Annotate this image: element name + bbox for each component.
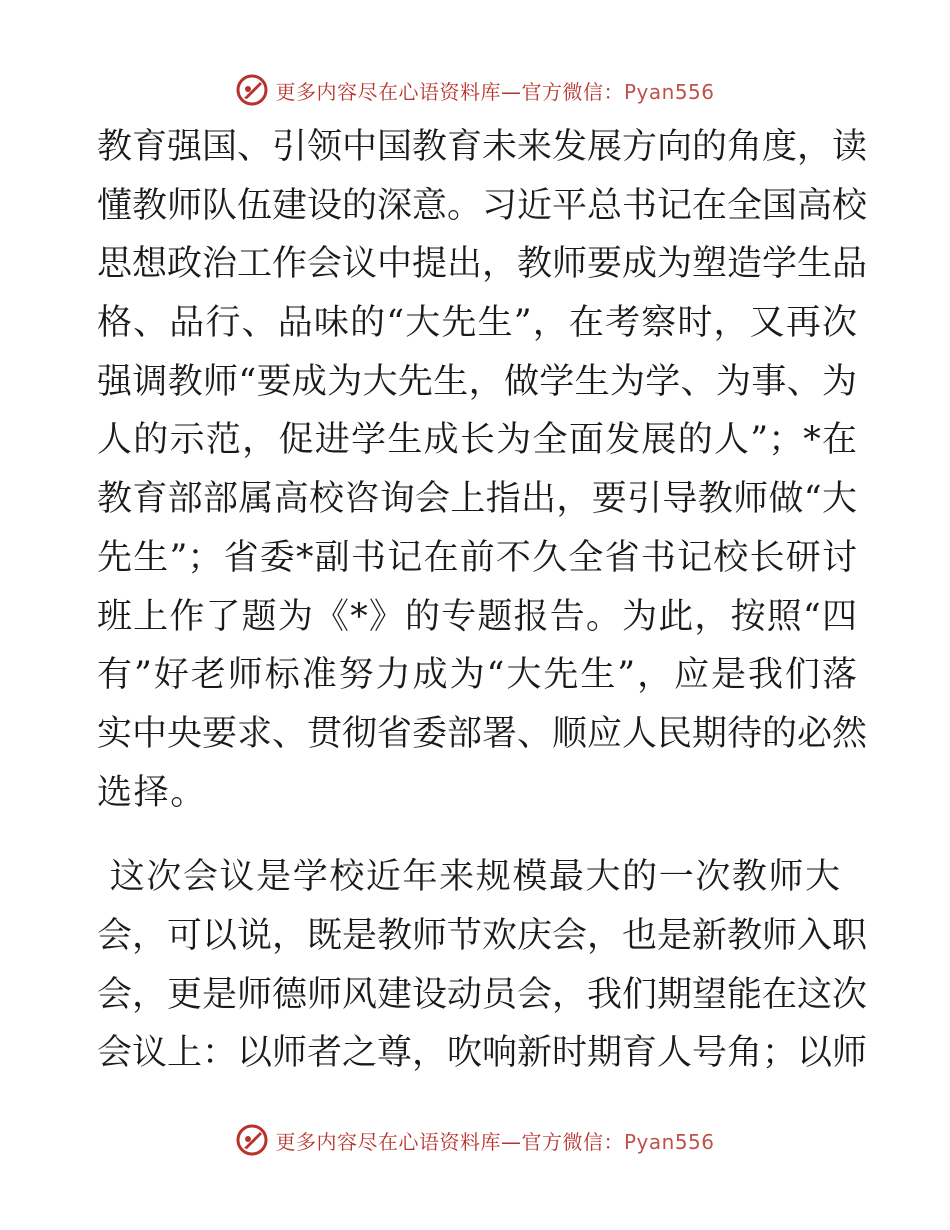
text-line: 教育部部属高校咨询会上指出，要引导教师做“大: [97, 479, 857, 520]
quill-seal-logo-icon: [235, 73, 269, 107]
paragraph-2: [97, 848, 868, 1083]
text-line: 格、品行、品味的“大先生”，在考察时，又再次: [97, 303, 857, 344]
text-line: 选择。: [97, 772, 207, 813]
text-line: 强调教师“要成为大先生，做学生为学、为事、为: [97, 361, 857, 402]
text-line: 会，可以说，既是教师节欢庆会，也是新教师入职: [97, 915, 868, 956]
banner-text: 更多内容尽在心语资料库—官方微信：Pyan556: [275, 1129, 715, 1154]
text-line: 人的示范，促进学生成长为全面发展的人”；*在: [97, 420, 857, 461]
text-line: 有”好老师标准努力成为“大先生”，应是我们落: [97, 655, 857, 696]
header-banner: [0, 70, 950, 110]
text-line: 思想政治工作会议中提出，教师要成为塑造学生品: [97, 244, 868, 285]
text-line: 会议上：以师者之尊，吹响新时期育人号角；以师: [97, 1033, 868, 1074]
wechat-id: Pyan556: [623, 79, 715, 104]
quill-seal-logo-icon: [235, 1123, 269, 1157]
text-line: 这次会议是学校近年来规模最大的一次教师大: [97, 857, 842, 898]
paragraph-1: [97, 118, 868, 822]
document-body: [97, 118, 868, 1083]
text-line: 懂教师队伍建设的深意。习近平总书记在全国高校: [97, 185, 868, 226]
text-line: 班上作了题为《*》的专题报告。为此，按照“四: [97, 596, 857, 637]
text-line: 教育强国、引领中国教育未来发展方向的角度，读: [97, 127, 868, 167]
text-line: 先生”；省委*副书记在前不久全省书记校长研讨: [97, 537, 857, 578]
footer-banner: [0, 1120, 950, 1160]
wechat-id: Pyan556: [623, 1129, 715, 1154]
text-line: 实中央要求、贯彻省委部署、顺应人民期待的必然: [97, 713, 868, 754]
text-line: 会，更是师德师风建设动员会，我们期望能在这次: [97, 974, 868, 1015]
banner-text: 更多内容尽在心语资料库—官方微信：Pyan556: [275, 79, 715, 104]
